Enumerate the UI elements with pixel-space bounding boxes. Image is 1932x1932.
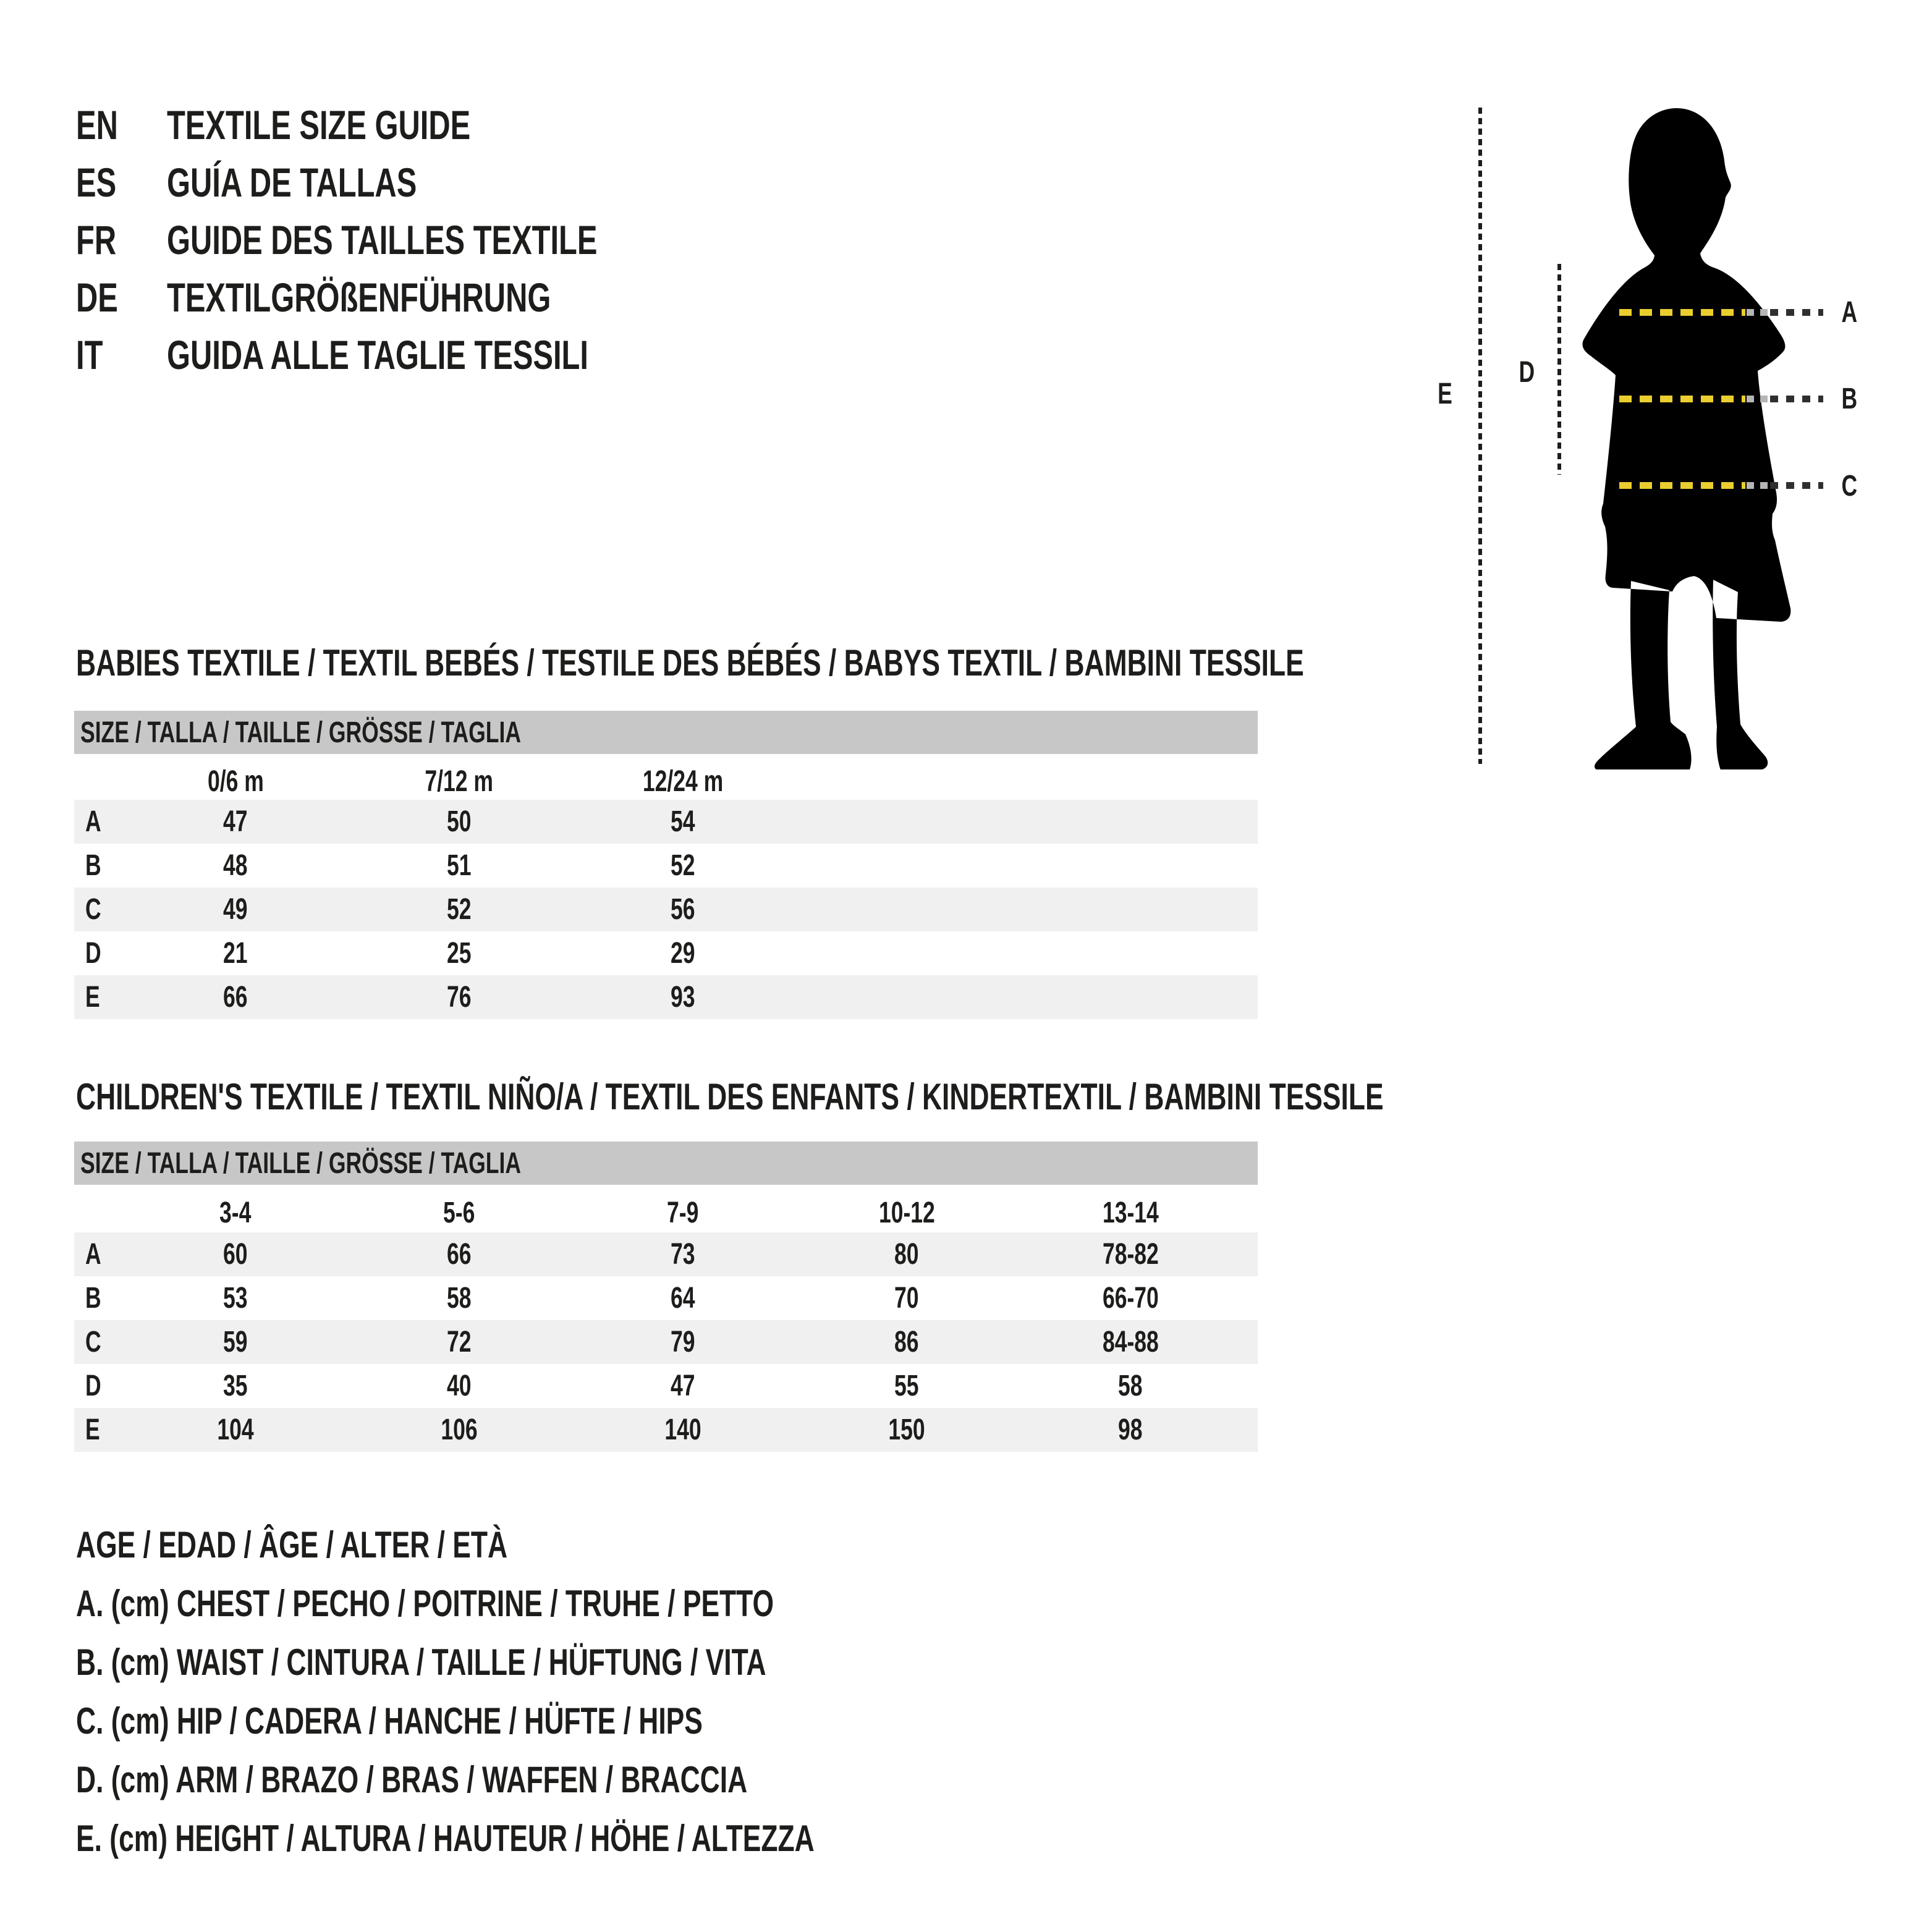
chest-label — [1823, 287, 1875, 337]
language-row — [76, 326, 748, 383]
arm-label — [1501, 347, 1553, 397]
table-cell: 59 — [223, 1326, 248, 1358]
language-row — [76, 211, 748, 268]
guide-title — [167, 274, 686, 321]
table-row — [74, 931, 1258, 975]
table-cell: 56 — [671, 893, 695, 926]
column-header: 13-14 — [1102, 1197, 1159, 1229]
language-code — [76, 274, 167, 321]
table-row — [74, 1232, 1258, 1276]
table-cell: 76 — [447, 981, 472, 1014]
arm-label-text: D — [1519, 355, 1535, 389]
table-cell: 64 — [671, 1282, 695, 1315]
table-cell: 58 — [1118, 1370, 1143, 1402]
table-cell: 58 — [447, 1282, 472, 1315]
column-header: 7/12 m — [425, 765, 494, 798]
table-cell: 66 — [447, 1238, 472, 1271]
babies-section-heading — [76, 638, 1735, 687]
column-header: 12/24 m — [642, 765, 724, 798]
table-row — [74, 975, 1258, 1019]
guide-title — [167, 101, 577, 148]
waist-measure-line — [1619, 396, 1745, 402]
column-header: 10-12 — [878, 1197, 935, 1229]
guide-title-text: GUIDE DES TAILLES TEXTILE — [167, 216, 598, 263]
table-cell: 29 — [671, 937, 695, 970]
legend-line: D. (cm) ARM / BRAZO / BRAS / WAFFEN / BRACCIA — [76, 1759, 748, 1800]
waist-measure-line-extension-dark — [1770, 396, 1823, 402]
table-row — [74, 888, 1258, 931]
table-cell: 98 — [1118, 1413, 1143, 1446]
column-header: 5-6 — [443, 1197, 475, 1229]
table-row — [74, 844, 1258, 888]
table-cell: 49 — [223, 893, 248, 926]
babies-size-header-bar — [74, 711, 1258, 754]
chest-measure-line-extension — [1747, 309, 1769, 316]
legend-line: B. (cm) WAIST / CINTURA / TAILLE / HÜFTUNG / VITA — [76, 1642, 766, 1683]
table-row — [74, 1276, 1258, 1320]
row-label: B — [85, 849, 101, 882]
chest-measure-line — [1619, 309, 1745, 316]
column-header: 0/6 m — [207, 765, 264, 798]
language-title-list — [76, 96, 748, 383]
table-row — [74, 1364, 1258, 1408]
row-label: E — [85, 1413, 100, 1446]
hip-measure-line-extension — [1747, 482, 1769, 489]
language-code-text: IT — [76, 331, 103, 378]
guide-title-text: TEXTILE SIZE GUIDE — [167, 101, 471, 148]
table-cell: 53 — [223, 1282, 248, 1315]
table-cell: 60 — [223, 1238, 248, 1271]
table-cell: 47 — [223, 805, 248, 838]
table-cell: 79 — [671, 1326, 695, 1358]
row-label: C — [85, 1326, 101, 1358]
legend-line: AGE / EDAD / ÂGE / ALTER / ETÀ — [76, 1524, 508, 1566]
guide-title-text: GUIDA ALLE TAGLIE TESSILI — [167, 331, 588, 378]
table-cell: 51 — [447, 849, 472, 882]
column-header: 3-4 — [219, 1197, 252, 1229]
table-cell: 25 — [447, 937, 472, 970]
children-section-heading — [76, 1072, 1843, 1121]
babies-size-header-text: SIZE / TALLA / TAILLE / GRÖSSE / TAGLIA — [80, 716, 522, 749]
table-cell: 80 — [894, 1238, 919, 1271]
table-cell: 86 — [894, 1326, 919, 1358]
guide-title — [167, 216, 748, 263]
height-label-text: E — [1438, 377, 1452, 410]
table-cell: 72 — [447, 1326, 472, 1358]
table-cell: 104 — [217, 1413, 254, 1446]
guide-title — [167, 159, 504, 206]
guide-title — [167, 331, 737, 378]
language-code — [76, 331, 167, 378]
row-label: B — [85, 1282, 101, 1315]
table-cell: 93 — [671, 981, 695, 1014]
hip-label — [1823, 461, 1875, 511]
language-code — [76, 159, 167, 206]
language-code-text: DE — [76, 274, 118, 320]
table-cell: 78-82 — [1102, 1238, 1159, 1271]
language-code-text: FR — [76, 216, 117, 263]
table-cell: 35 — [223, 1370, 248, 1402]
table-cell: 54 — [671, 805, 695, 838]
waist-label-text: B — [1841, 382, 1857, 415]
babies-section-heading-text: BABIES TEXTILE / TEXTIL BEBÉS / TESTILE DES BÉBÉS / BABYS TEXTIL / BAMBINI TESSILE — [76, 642, 1304, 684]
arm-measure-line — [1557, 264, 1561, 475]
table-cell: 66 — [223, 981, 248, 1014]
children-column-headers — [74, 1191, 1258, 1235]
language-row — [76, 153, 748, 211]
language-code — [76, 216, 167, 263]
language-code — [76, 101, 167, 148]
table-cell: 106 — [441, 1413, 478, 1446]
row-label: A — [85, 805, 101, 838]
chest-measure-line-extension-dark — [1770, 309, 1823, 316]
table-row — [74, 1408, 1258, 1452]
hip-measure-line-extension-dark — [1770, 482, 1823, 489]
chest-label-text: A — [1841, 295, 1857, 329]
row-label: C — [85, 893, 101, 926]
children-section-heading-text: CHILDREN'S TEXTILE / TEXTIL NIÑO/A / TEXTIL DES ENFANTS / KINDERTEXTIL / BAMBINI TESSILE — [76, 1075, 1384, 1117]
table-cell: 52 — [447, 893, 472, 926]
hip-label-text: C — [1841, 469, 1857, 502]
column-header: 7-9 — [667, 1197, 699, 1229]
guide-title-text: GUÍA DE TALLAS — [167, 159, 417, 205]
children-size-header-bar — [74, 1142, 1258, 1185]
row-label: D — [85, 937, 101, 970]
children-size-header-text: SIZE / TALLA / TAILLE / GRÖSSE / TAGLIA — [80, 1146, 522, 1180]
table-cell: 48 — [223, 849, 248, 882]
table-cell: 40 — [447, 1370, 472, 1402]
legend-line: C. (cm) HIP / CADERA / HANCHE / HÜFTE / HIPS — [76, 1700, 703, 1742]
hip-measure-line — [1619, 482, 1745, 489]
table-cell: 21 — [223, 937, 248, 970]
language-row — [76, 96, 748, 153]
waist-label — [1823, 374, 1875, 423]
table-row — [74, 800, 1258, 844]
waist-measure-line-extension — [1747, 396, 1769, 402]
legend-line: A. (cm) CHEST / PECHO / POITRINE / TRUHE / PETTO — [76, 1583, 774, 1624]
table-cell: 52 — [671, 849, 695, 882]
table-cell: 150 — [888, 1413, 925, 1446]
table-cell: 84-88 — [1102, 1326, 1159, 1358]
guide-title-text: TEXTILGRÖßENFÜHRUNG — [167, 274, 551, 320]
language-code-text: EN — [76, 101, 118, 148]
legend-line: E. (cm) HEIGHT / ALTURA / HAUTEUR / HÖHE / ALTEZZA — [76, 1818, 815, 1859]
language-code-text: ES — [76, 159, 117, 205]
table-cell: 66-70 — [1102, 1282, 1159, 1315]
table-cell: 70 — [894, 1282, 919, 1315]
row-label: A — [85, 1238, 101, 1271]
table-row — [74, 1320, 1258, 1364]
table-cell: 47 — [671, 1370, 695, 1402]
table-cell: 55 — [894, 1370, 919, 1402]
row-label: D — [85, 1370, 101, 1402]
table-cell: 140 — [664, 1413, 701, 1446]
row-label: E — [85, 981, 100, 1014]
babies-column-headers — [74, 760, 1258, 803]
language-row — [76, 268, 748, 326]
height-label — [1419, 369, 1471, 418]
measurement-legend — [76, 1515, 1074, 1868]
table-cell: 50 — [447, 805, 472, 838]
table-cell: 73 — [671, 1238, 695, 1271]
